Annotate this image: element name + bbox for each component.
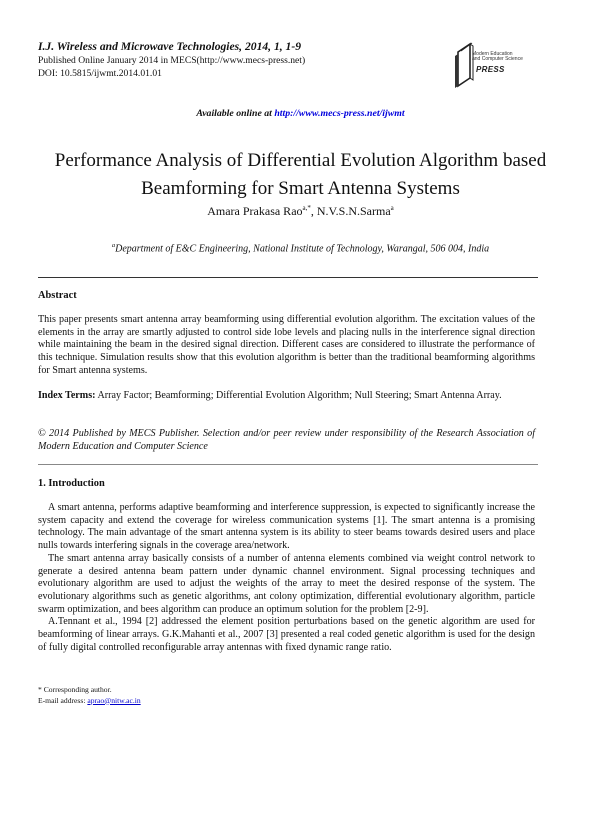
- logo-press: PRESS: [476, 65, 505, 74]
- index-terms: [38, 390, 535, 403]
- journal-citation: I.J. Wireless and Microwave Technologies, 2014, 1, 1-9: [38, 40, 302, 53]
- divider: [38, 464, 538, 465]
- index-terms-text: Array Factor; Beamforming; Differential Evolution Algorithm; Null Steering; Smart Antenna Array.: [95, 390, 502, 401]
- author-separator: ,: [310, 204, 317, 218]
- paragraph: A smart antenna, performs adaptive beamforming and interference suppression, is expected to significantly increase the system capacity and extend the coverage for wireless communication systems [1]. The smart antenna is a promising technology. The main advantage of the smart antenna system is its ability to steer beams towards desired users and place nulls towards interfering signals in the coverage area/network.: [38, 502, 535, 552]
- author-name: Amara Prakasa Rao: [207, 204, 303, 218]
- copyright-notice: [38, 428, 535, 453]
- title-line-2: Beamforming for Smart Antenna Systems: [141, 178, 460, 199]
- author-list: [0, 204, 601, 219]
- logo-line1: Modern Education: [472, 51, 513, 57]
- book-icon: [452, 42, 476, 88]
- author-affiliation-mark: a,*: [302, 204, 311, 212]
- email-link[interactable]: aprao@nitw.ac.in: [87, 695, 141, 705]
- introduction-body: [38, 502, 535, 654]
- title-line-1: Performance Analysis of Differential Evolution Algorithm based: [54, 150, 547, 171]
- section-heading-introduction: 1. Introduction: [38, 478, 105, 489]
- affiliation: [0, 242, 601, 254]
- index-terms-label: Index Terms:: [38, 390, 96, 401]
- email-line: [38, 696, 141, 707]
- footnote: [38, 685, 141, 706]
- paper-title: [0, 147, 601, 203]
- affiliation-mark: a: [111, 242, 116, 249]
- abstract-heading: Abstract: [38, 290, 77, 301]
- logo-line2: and Computer Science: [472, 56, 523, 63]
- abstract-body: [38, 314, 535, 378]
- author-affiliation-mark: a: [390, 204, 394, 212]
- available-label: Available online at: [196, 108, 275, 119]
- publisher-logo: [452, 40, 542, 90]
- paragraph: A.Tennant et al., 1994 [2] addressed the element position perturbations based on the genetic algorithm are used for beamforming of linear arrays. G.K.Mahanti et al., 2007 [3] presented a real coded genetic algorithm is used for the design of fully digital controlled reconfigurable array antennas with fixed dynamic range ratio.: [38, 616, 535, 653]
- corresponding-author-note: * Corresponding author.: [38, 685, 112, 694]
- available-online: [0, 108, 601, 119]
- abstract-text: This paper presents smart antenna array beamforming using differential evolution algorithm. The excitation values of the elements in the array are smartly adjusted to control side lobe levels and placing nulls in the interference signal direction while maintaining the beam in the desired signal direction. Different cases are considered to illustrate the performance of this technique. Simulation results show that this evolution algorithm is better than the traditional beamforming algorithms for Smart antenna systems.: [38, 314, 535, 376]
- email-label: E-mail address:: [38, 695, 88, 705]
- author-name: N.V.S.N.Sarma: [316, 204, 391, 218]
- divider: [38, 277, 538, 278]
- journal-link[interactable]: http://www.mecs-press.net/ijwmt: [274, 108, 405, 119]
- copyright-text: © 2014 Published by MECS Publisher. Selection and/or peer review under responsibility of the Research Association of Modern Education and Computer Science: [38, 428, 535, 452]
- paragraph: The smart antenna array basically consists of a number of antenna elements combined via weight control network to generate a desired antenna beam pattern under dynamic channel environment. Signal processing techniques and evolutionary algorithm are used to adjust the weights of the array to meet the desired response of the system. The evolutionary algorithms such as genetic algorithms, ant colony optimization, differential evolutionary algorithm, particle swarm optimization, and bees algorithm can produce an optimum solution for the problem [2-9].: [38, 552, 535, 615]
- affiliation-text: Department of E&C Engineering, National Institute of Technology, Warangal, 506 004, India: [115, 243, 490, 255]
- publication-info: [38, 55, 305, 80]
- doi: DOI: 10.5815/ijwmt.2014.01.01: [38, 67, 162, 79]
- published-online: Published Online January 2014 in MECS(http://www.mecs-press.net): [38, 55, 306, 66]
